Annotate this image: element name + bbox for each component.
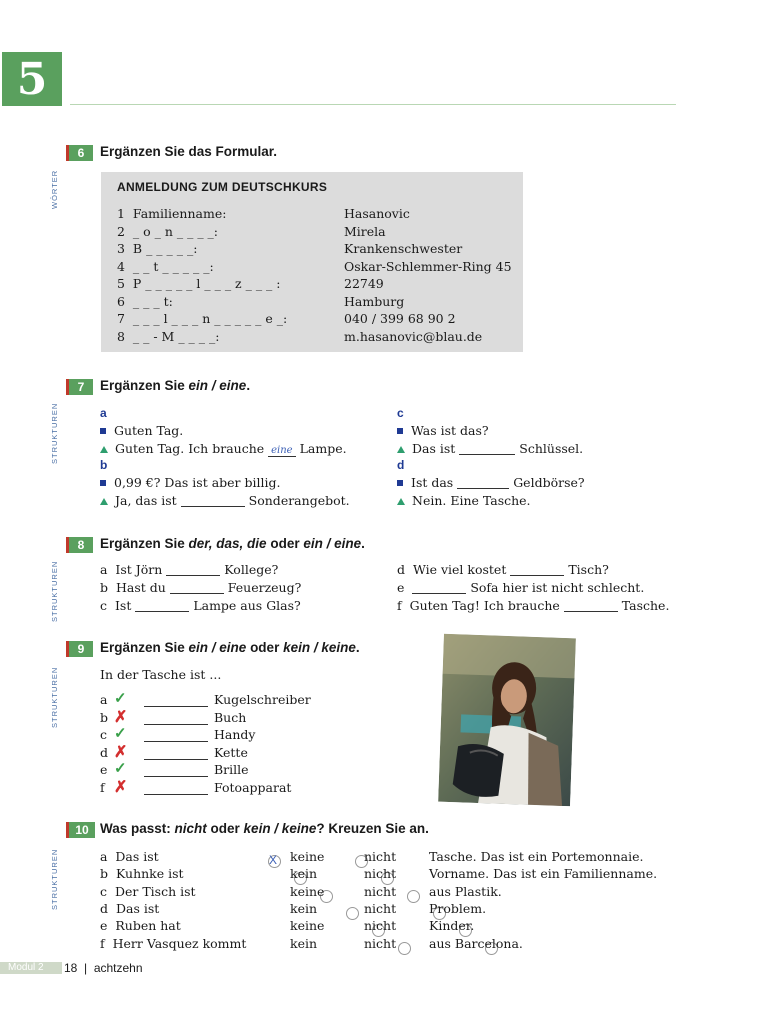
woman-with-bag-photo	[438, 634, 576, 807]
form-row-number: 3	[117, 241, 125, 256]
ex10-option1-radio[interactable]	[346, 907, 359, 920]
form-row	[117, 276, 281, 291]
ex7-letter-b: b	[100, 458, 108, 472]
form-row-number: 7	[117, 311, 125, 326]
form-row	[117, 311, 287, 326]
ex10-row-text: Herr Vasquez kommt	[112, 935, 247, 951]
exercise-8-title: Ergänzen Sie der, das, die oder ein / eine.	[100, 536, 365, 551]
ex9-blank[interactable]	[144, 694, 208, 707]
ex9-item-word: Buch	[214, 709, 247, 725]
ex10-option2-label: nicht	[364, 935, 397, 951]
form-row-label: _ o _ n _ _ _ _:	[132, 223, 219, 239]
ex10-row-letter: c	[100, 883, 108, 899]
ex10-row-subject	[100, 901, 159, 916]
cross-mark-icon: ✗	[114, 706, 128, 726]
ex8-blank[interactable]	[510, 563, 564, 576]
ex10-row-text: Kuhnke ist	[115, 866, 184, 882]
ex10-row-end: aus Plastik.	[429, 883, 502, 899]
form-row-number: 4	[117, 258, 125, 274]
ex7-c-line2: Das ist Schlüssel.	[397, 441, 583, 456]
page-word: achtzehn	[93, 961, 143, 975]
ex8-item-text: Wie viel kostet	[412, 562, 507, 577]
ex8-item-text: Sofa hier ist nicht schlecht.	[470, 580, 645, 595]
ex8-item-text: Feuerzeug?	[227, 580, 302, 595]
ex10-row-end: aus Barcelona.	[429, 935, 523, 951]
header-rule	[70, 104, 676, 105]
ex10-row-text: Der Tisch ist	[114, 883, 196, 899]
ex10-row-subject	[100, 936, 246, 951]
ex7-letter-d: d	[397, 458, 405, 472]
ex8-item	[397, 598, 669, 613]
ex10-option2-label: nicht	[364, 866, 397, 882]
ex9-blank[interactable]	[144, 764, 208, 777]
module-badge: Modul 2	[0, 962, 62, 974]
ex10-row-subject	[100, 918, 181, 933]
ex9-intro: In der Tasche ist ...	[100, 667, 222, 682]
form-row-value: Oskar-Schlemmer-Ring 45	[344, 258, 512, 274]
ex8-item	[397, 580, 644, 595]
form-row-label: _ _ _ l _ _ _ n _ _ _ _ _ e _:	[132, 311, 288, 326]
form-row-number: 5	[117, 276, 125, 291]
form-row-value: Krankenschwester	[344, 241, 463, 256]
exercise-7-number: 7	[69, 379, 93, 395]
ex10-option1-label: kein	[290, 900, 318, 916]
form-row-number: 6	[117, 293, 125, 309]
ex9-item-letter: c	[100, 727, 108, 742]
ex9-item-letter: f	[100, 779, 105, 795]
ex7-c-blank[interactable]	[459, 442, 515, 455]
form-row	[117, 259, 214, 274]
cross-mark-icon: ✗	[114, 776, 128, 796]
ex10-option1-label: kein	[290, 935, 318, 951]
ex10-row-letter: d	[100, 900, 109, 916]
ex10-option1-radio[interactable]	[398, 942, 411, 955]
ex8-item-text: Lampe aus Glas?	[193, 598, 301, 613]
form-row-number: 2	[117, 223, 125, 239]
ex9-item-letter: e	[100, 762, 108, 777]
ex9-item-letter: d	[100, 744, 109, 760]
form-row-label: P _ _ _ _ _ l _ _ _ z _ _ _ :	[132, 276, 281, 291]
form-row-number: 1	[117, 206, 125, 221]
ex10-option2-radio[interactable]	[407, 890, 420, 903]
exercise-10-title: Was passt: nicht oder kein / keine? Kreuzen Sie an.	[100, 821, 429, 836]
ex9-item	[100, 727, 107, 742]
check-mark-icon: ✓	[114, 689, 127, 707]
ex10-row-text: Das ist	[115, 849, 159, 864]
ex7-a-line2: Guten Tag. Ich brauche eine Lampe.	[100, 441, 347, 457]
ex8-item-letter: c	[100, 598, 108, 613]
ex9-item-letter: b	[100, 709, 109, 725]
ex7-d-line1: Ist das Geldbörse?	[397, 475, 585, 490]
ex10-option2-label: nicht	[364, 900, 397, 916]
side-label-strukturen: STRUKTUREN	[50, 848, 59, 910]
ex8-blank[interactable]	[412, 581, 466, 594]
form-row-value: Hamburg	[344, 293, 405, 309]
ex7-b-blank[interactable]	[181, 494, 245, 507]
ex8-item	[397, 562, 609, 577]
ex9-item	[100, 745, 108, 760]
form-row	[117, 241, 197, 256]
ex10-row-subject	[100, 849, 159, 864]
ex7-letter-c: c	[397, 406, 404, 420]
ex8-blank[interactable]	[564, 599, 618, 612]
form-row-value: Mirela	[344, 223, 386, 239]
ex7-b-line2: Ja, das ist Sonderangebot.	[100, 493, 350, 508]
side-label-strukturen: STRUKTUREN	[50, 666, 59, 728]
ex10-row-end: Tasche. Das ist ein Portemonnaie.	[429, 849, 644, 864]
form-row	[117, 329, 219, 344]
ex8-blank[interactable]	[135, 599, 189, 612]
ex9-item-word: Brille	[214, 762, 249, 777]
ex9-blank[interactable]	[144, 747, 208, 760]
form-row-value: Hasanovic	[344, 206, 410, 221]
form-row	[117, 294, 173, 309]
check-mark-icon: ✓	[114, 759, 127, 777]
ex8-blank[interactable]	[170, 581, 224, 594]
ex8-item-text: Tisch?	[568, 562, 609, 577]
check-mark-icon: ✓	[114, 724, 127, 742]
ex9-item-word: Fotoapparat	[214, 779, 292, 795]
cross-mark-icon: ✗	[114, 741, 128, 761]
ex8-item	[100, 598, 301, 613]
exercise-6-title: Ergänzen Sie das Formular.	[100, 144, 278, 159]
side-label-woerter: WÖRTER	[50, 169, 59, 209]
ex10-option2-label: nicht	[364, 849, 397, 864]
form-row-label: _ _ _ t:	[132, 293, 173, 309]
ex9-blank[interactable]	[144, 782, 208, 795]
ex9-item	[100, 762, 107, 777]
exercise-6-number: 6	[69, 145, 93, 161]
ex10-row-letter: f	[100, 935, 105, 951]
ex9-item	[100, 780, 105, 795]
form-row	[117, 224, 218, 239]
ex9-item-word: Kugelschreiber	[214, 692, 311, 707]
chapter-number: 5	[2, 52, 62, 106]
ex7-letter-a: a	[100, 406, 107, 420]
ex10-row-text: Ruben hat	[115, 918, 181, 934]
ex8-item-text: Tasche.	[621, 598, 670, 613]
ex9-item-word: Handy	[214, 727, 256, 742]
form-row-value: 040 / 399 68 90 2	[344, 311, 456, 326]
side-label-strukturen: STRUKTUREN	[50, 402, 59, 464]
ex9-item-letter: a	[100, 692, 108, 707]
ex7-a-handwritten-answer: eine	[268, 445, 295, 457]
ex10-row-end: Vorname. Das ist ein Familienname.	[429, 866, 658, 882]
ex9-item	[100, 710, 108, 725]
ex8-item	[100, 562, 278, 577]
side-label-strukturen: STRUKTUREN	[50, 560, 59, 622]
ex8-item-text: Hast du	[115, 580, 166, 595]
form-row-label: B _ _ _ _ _:	[132, 241, 198, 256]
ex9-item-word: Kette	[214, 744, 248, 760]
ex10-row-subject	[100, 866, 184, 881]
ex10-row-end: Problem.	[429, 900, 487, 916]
form-row-label: _ _ - M _ _ _ _:	[132, 328, 220, 344]
ex8-item-text: Kollege?	[224, 562, 279, 577]
ex10-option1-radio[interactable]	[268, 855, 281, 868]
exercise-9-title: Ergänzen Sie ein / eine oder kein / keine.	[100, 640, 360, 655]
ex8-item-letter: e	[397, 580, 405, 595]
ex7-c-line1: Was ist das?	[397, 423, 489, 438]
ex10-row-letter: a	[100, 849, 108, 864]
ex8-item-letter: b	[100, 580, 109, 595]
ex10-option1-label: keine	[290, 849, 325, 864]
exercise-10-number: 10	[69, 822, 95, 838]
form-row-number: 8	[117, 328, 125, 344]
ex8-item-text: Ist Jörn	[115, 562, 163, 577]
exercise-8-number: 8	[69, 537, 93, 553]
ex10-option1-label: kein	[290, 866, 318, 882]
exercise-7-title: Ergänzen Sie ein / eine.	[100, 378, 251, 393]
exercise-9-number: 9	[69, 641, 93, 657]
ex7-d-line2: Nein. Eine Tasche.	[397, 493, 531, 508]
ex10-row-text: Das ist	[115, 900, 160, 916]
ex10-option1-label: keine	[290, 918, 325, 934]
ex9-blank[interactable]	[144, 729, 208, 742]
form-row	[117, 206, 226, 221]
ex10-option2-label: nicht	[364, 918, 397, 934]
ex8-item-text: Ist	[114, 598, 132, 613]
ex9-blank[interactable]	[144, 712, 208, 725]
page-footer: 18 | achtzehn	[64, 961, 143, 975]
ex10-row-letter: e	[100, 918, 108, 934]
ex8-item	[100, 580, 301, 595]
ex10-row-letter: b	[100, 866, 109, 882]
ex8-item-letter: d	[397, 562, 406, 577]
form-row-value: 22749	[344, 276, 384, 291]
ex8-item-letter: a	[100, 562, 108, 577]
ex10-row-subject	[100, 884, 196, 899]
ex10-row-end: Kinder.	[429, 918, 475, 934]
ex7-b-line1: 0,99 €? Das ist aber billig.	[100, 475, 280, 490]
ex7-a-line1: Guten Tag.	[100, 423, 183, 438]
page-number: 18	[64, 961, 78, 975]
form-row-label: Familienname:	[132, 206, 227, 221]
form-title: ANMELDUNG ZUM DEUTSCHKURS	[117, 180, 328, 194]
ex10-option1-label: keine	[290, 883, 325, 899]
ex9-item	[100, 692, 107, 707]
ex8-blank[interactable]	[166, 563, 220, 576]
ex8-item-text: Guten Tag! Ich brauche	[409, 598, 560, 613]
ex8-item-letter: f	[397, 598, 402, 613]
form-row-value: m.hasanovic@blau.de	[344, 328, 483, 344]
ex10-option2-label: nicht	[364, 883, 397, 899]
form-row-label: _ _ t _ _ _ _ _:	[132, 258, 214, 274]
ex7-d-blank[interactable]	[457, 476, 509, 489]
